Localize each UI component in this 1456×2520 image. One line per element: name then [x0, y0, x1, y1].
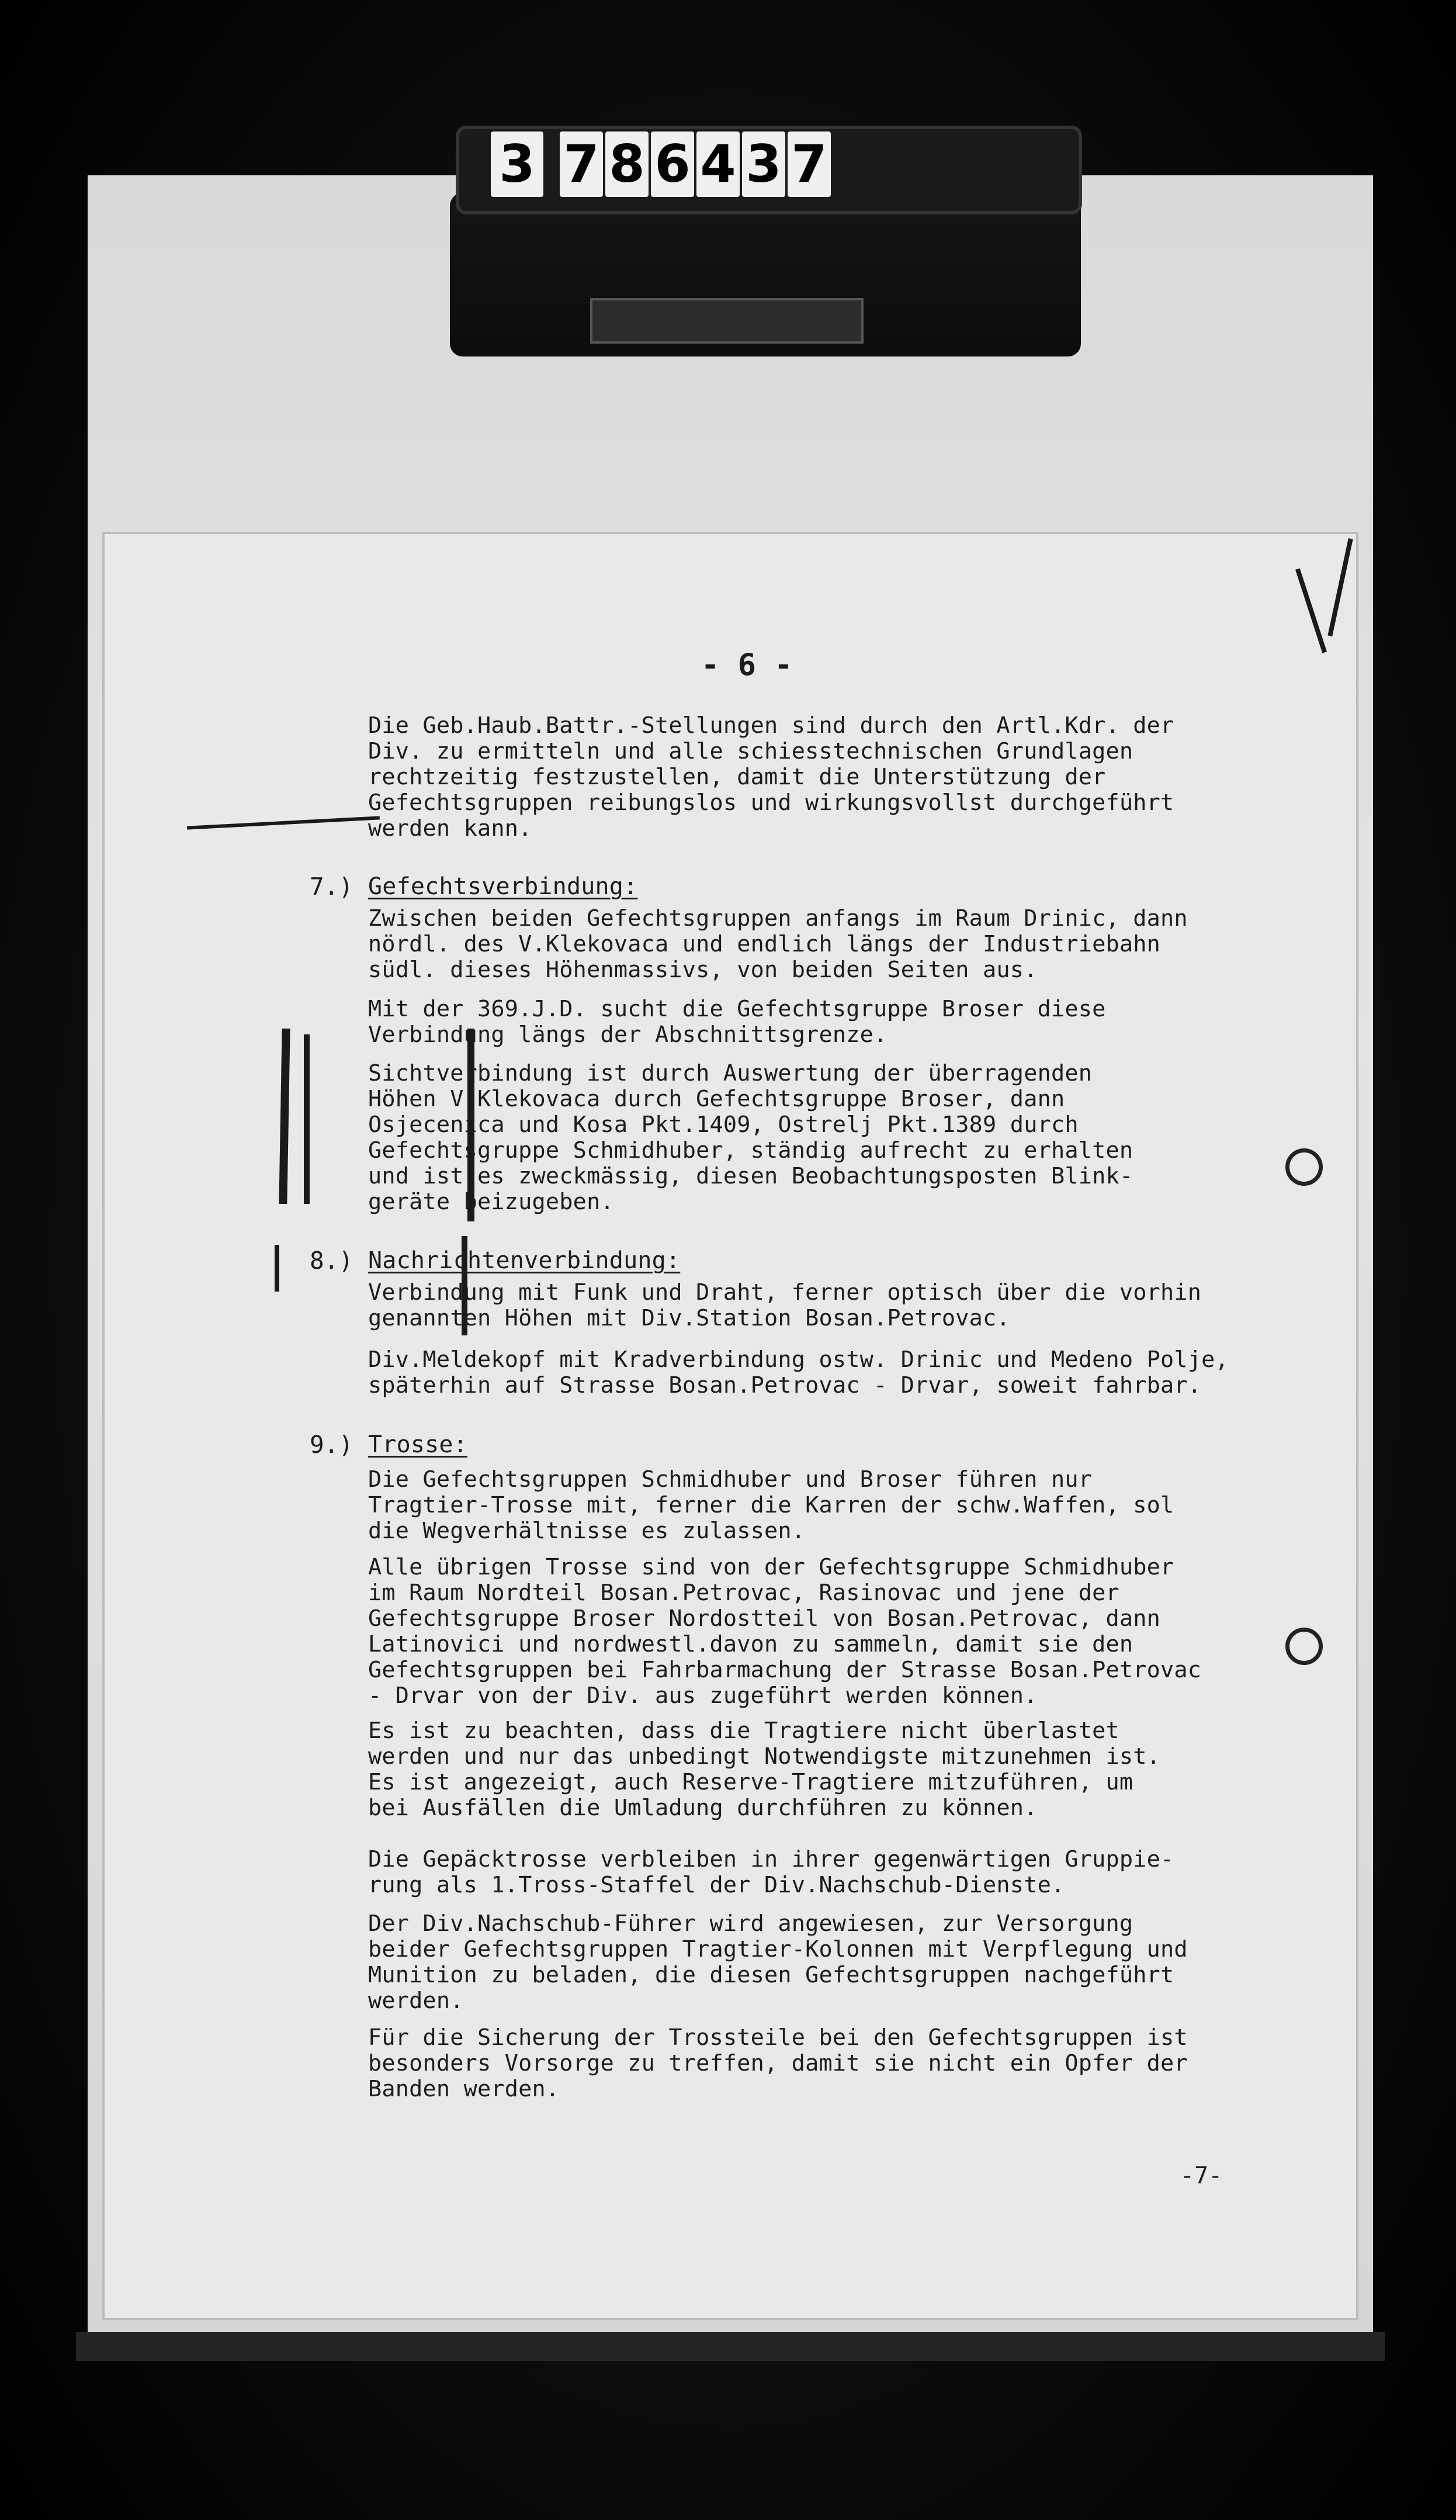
paragraph-line: nördl. des V.Klekovaca und endlich längs der Industriebahn	[368, 931, 1160, 957]
paragraph-line: Osjecenica und Kosa Pkt.1409, Ostrelj Pkt.1389 durch	[368, 1112, 1079, 1138]
section-heading: Nachrichtenverbindung:	[368, 1247, 681, 1274]
paragraph-line: werden.	[368, 1988, 464, 2014]
paragraph-line: Zwischen beiden Gefechtsgruppen anfangs im Raum Drinic, dann	[368, 905, 1188, 932]
section-number: 9.)	[310, 1431, 353, 1459]
counter-digit: 4	[696, 131, 740, 197]
paragraph-line: späterhin auf Strasse Bosan.Petrovac - Drvar, soweit fahrbar.	[368, 1372, 1202, 1399]
section-heading: Trosse:	[368, 1431, 467, 1458]
section-heading: Gefechtsverbindung:	[368, 873, 638, 900]
paragraph-line: geräte beizugeben.	[368, 1189, 614, 1215]
paragraph-line: werden und nur das unbedingt Notwendigste mitzunehmen ist.	[368, 1743, 1160, 1770]
margin-bar-mark	[304, 1034, 310, 1204]
paragraph-line: Sichtverbindung ist durch Auswertung der überragenden	[368, 1060, 1093, 1086]
intro-line: werden kann.	[368, 815, 532, 842]
paragraph-line: Gefechtsgruppe Schmidhuber, ständig aufrecht zu erhalten	[368, 1137, 1133, 1164]
paragraph-line: Verbindung längs der Abschnittsgrenze.	[368, 1022, 888, 1048]
paragraph-line: Verbindung mit Funk und Draht, ferner optisch über die vorhin	[368, 1279, 1202, 1306]
margin-bar-mark	[275, 1245, 279, 1292]
counter-digit: 7	[560, 131, 603, 197]
paragraph-line: besonders Vorsorge zu treffen, damit sie nicht ein Opfer der	[368, 2050, 1188, 2076]
paragraph-line: Die Gepäcktrosse verbleiben in ihrer gegenwärtigen Gruppie-	[368, 1846, 1174, 1872]
paragraph-line: Munition zu beladen, die diesen Gefechtsgruppen nachgeführt	[368, 1962, 1174, 1988]
continuation-marker: -7-	[1180, 2162, 1223, 2189]
page-number: - 6 -	[701, 648, 793, 683]
punch-hole-icon	[1285, 1628, 1323, 1665]
paragraph-line: Gefechtsgruppe Broser Nordostteil von Bosan.Petrovac, dann	[368, 1605, 1160, 1632]
paragraph-line: Es ist zu beachten, dass die Tragtiere nicht überlastet	[368, 1718, 1119, 1744]
paragraph-line: Tragtier-Trosse mit, ferner die Karren der schw.Waffen, sol	[368, 1492, 1174, 1518]
paragraph-line: Div.Meldekopf mit Kradverbindung ostw. Drinic und Medeno Polje,	[368, 1346, 1229, 1373]
paragraph-line: genannten Höhen mit Div.Station Bosan.Petrovac.	[368, 1305, 1010, 1331]
intro-line: Div. zu ermitteln und alle schiesstechnischen Grundlagen	[368, 738, 1133, 764]
section-number: 7.)	[310, 873, 353, 901]
counter-digit: 7	[788, 131, 831, 197]
paragraph-line: Gefechtsgruppen bei Fahrbarmachung der Strasse Bosan.Petrovac	[368, 1657, 1202, 1683]
paragraph-line: und ist es zweckmässig, diesen Beobachtungsposten Blink-	[368, 1163, 1133, 1189]
counter-digit: 3	[491, 131, 543, 197]
clipboard-edge	[76, 2332, 1385, 2361]
paragraph-line: Latinovici und nordwestl.davon zu sammeln, damit sie den	[368, 1631, 1133, 1657]
paragraph-line: Mit der 369.J.D. sucht die Gefechtsgruppe Broser diese	[368, 996, 1106, 1022]
paragraph-line: beider Gefechtsgruppen Tragtier-Kolonnen mit Verpflegung und	[368, 1936, 1188, 1962]
paragraph-line: Banden werden.	[368, 2076, 560, 2102]
intro-line: rechtzeitig festzustellen, damit die Unterstützung der	[368, 764, 1106, 790]
paragraph-line: südl. dieses Höhenmassivs, von beiden Seiten aus.	[368, 957, 1038, 983]
paragraph-line: rung als 1.Tross-Staffel der Div.Nachschub-Dienste.	[368, 1872, 1065, 1898]
paragraph-line: im Raum Nordteil Bosan.Petrovac, Rasinovac und jene der	[368, 1580, 1119, 1606]
paragraph-line: Für die Sicherung der Trossteile bei den Gefechtsgruppen ist	[368, 2024, 1188, 2051]
paragraph-line: Alle übrigen Trosse sind von der Gefechtsgruppe Schmidhuber	[368, 1554, 1174, 1580]
counter-digit: 8	[605, 131, 649, 197]
counter-digit: 6	[651, 131, 694, 197]
paragraph-line: Die Gefechtsgruppen Schmidhuber und Broser führen nur	[368, 1466, 1093, 1493]
counter-digit: 3	[742, 131, 785, 197]
paragraph-line: die Wegverhältnisse es zulassen.	[368, 1518, 806, 1544]
paragraph-line: Es ist angezeigt, auch Reserve-Tragtiere mitzuführen, um	[368, 1769, 1133, 1795]
paragraph-line: - Drvar von der Div. aus zugeführt werden können.	[368, 1683, 1038, 1709]
intro-line: Die Geb.Haub.Battr.-Stellungen sind durch den Artl.Kdr. der	[368, 712, 1174, 739]
intro-line: Gefechtsgruppen reibungslos und wirkungsvollst durchgeführt	[368, 790, 1174, 816]
paragraph-line: bei Ausfällen die Umladung durchführen zu können.	[368, 1795, 1038, 1821]
paragraph-line: Höhen V.Klekovaca durch Gefechtsgruppe Broser, dann	[368, 1086, 1065, 1112]
paragraph-line: Der Div.Nachschub-Führer wird angewiesen, zur Versorgung	[368, 1910, 1133, 1937]
document-body	[310, 0, 1437, 2102]
section-number: 8.)	[310, 1247, 353, 1275]
